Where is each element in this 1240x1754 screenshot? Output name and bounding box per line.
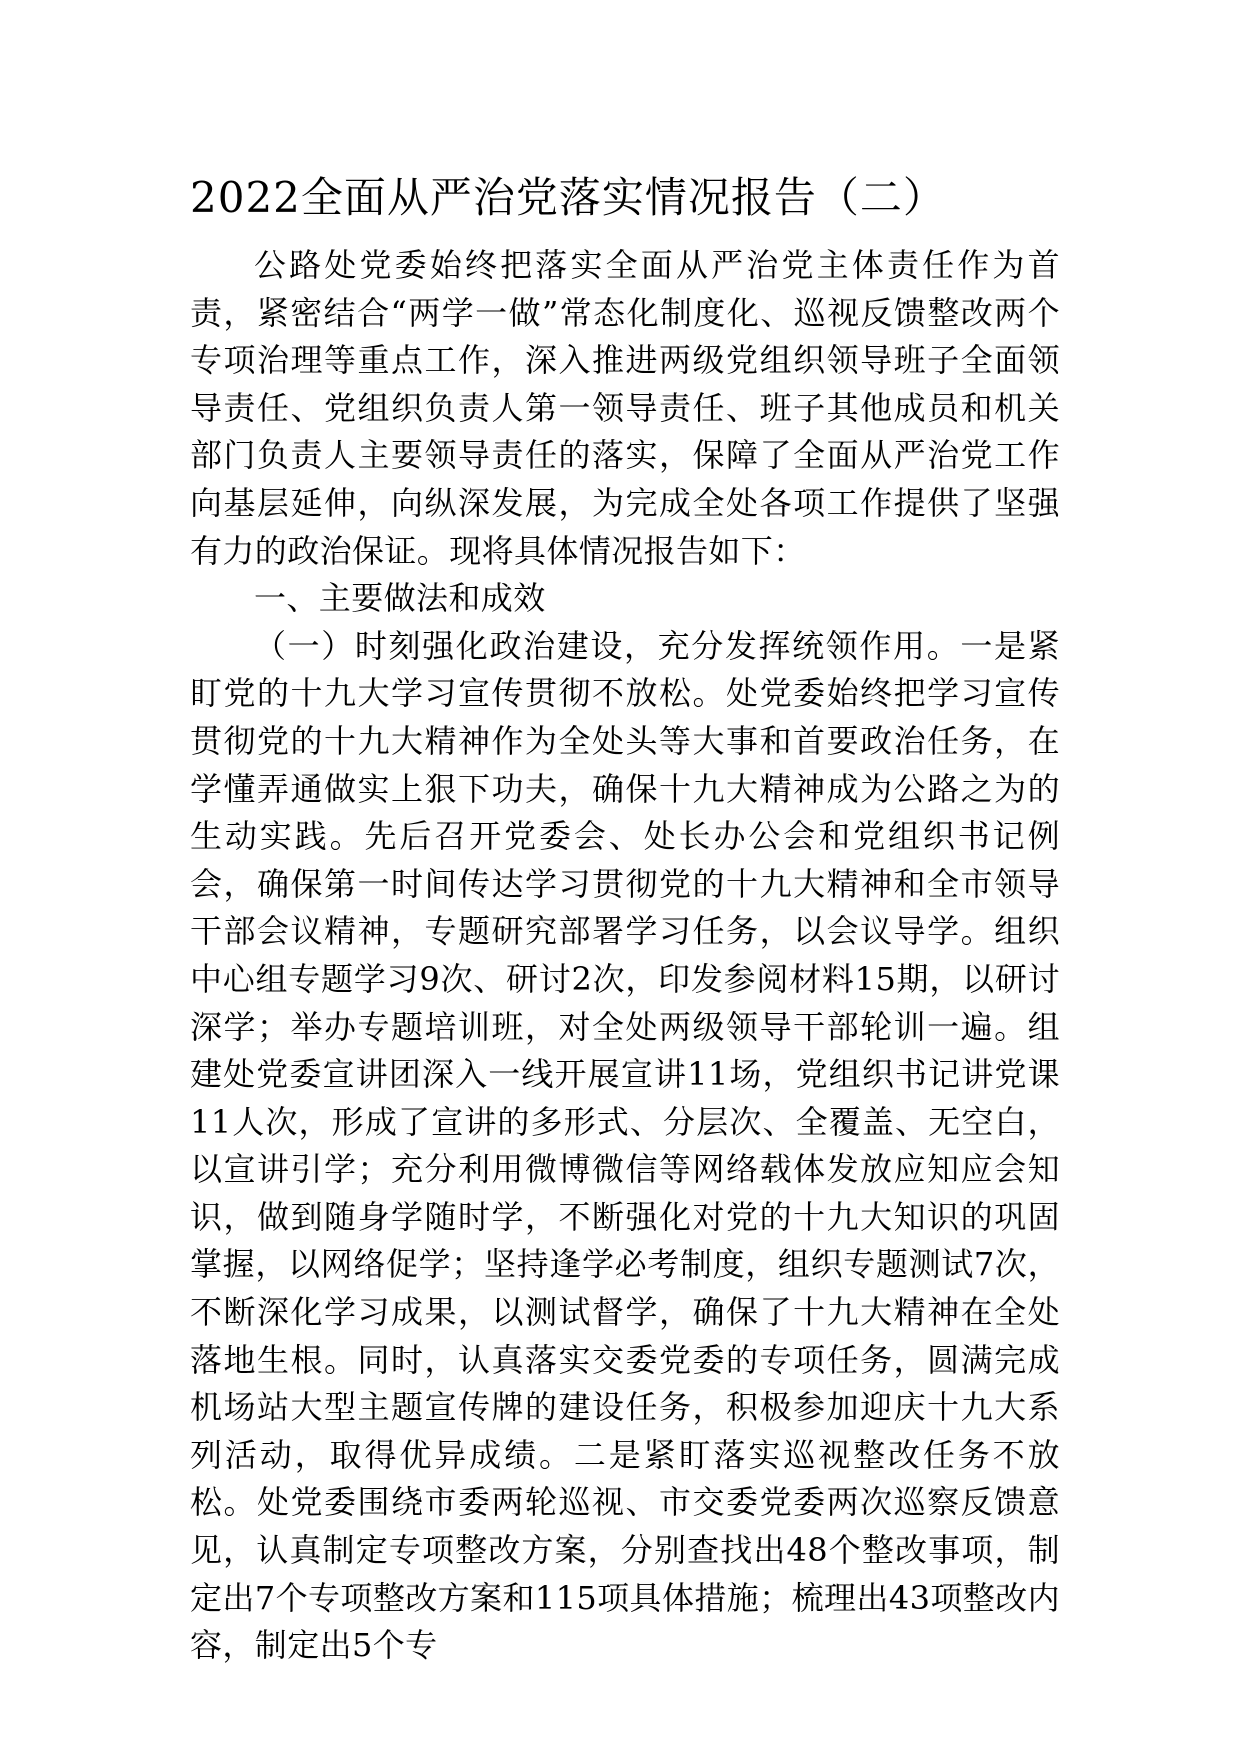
document-title: 2022全面从严治党落实情况报告（二） (190, 173, 946, 222)
section-heading: 一、主要做法和成效 (254, 579, 546, 618)
document-body (190, 242, 1060, 1670)
subsection-paragraph: （一）时刻强化政治建设，充分发挥统领作用。一是紧盯党的十九大学习宣传贯彻不放松。处党委始终把学习宣传贯彻党的十九大精神作为全处头等大事和首要政治任务，在学懂弄通做实上狠下功夫，确保十九大精神成为公路之为的生动实践。先后召开党委会、处长办公会和党组织书记例会，确保第一时间传达学习贯彻党的十九大精神和全市领导干部会议精神，专题研究部署学习任务，以会议导学。组织中心组专题学习9次、研讨2次，印发参阅材料15期，以研讨深学；举办专题培训班，对全处两级领导干部轮训一遍。组建处党委宣讲团深入一线开展宣讲11场，党组织书记讲党课11人次，形成了宣讲的多形式、分层次、全覆盖、无空白，以宣讲引学；充分利用微博微信等网络载体发放应知应会知识，做到随身学随时学，不断强化对党的十九大知识的巩固掌握，以网络促学；坚持逢学必考制度，组织专题测试7次，不断深化学习成果，以测试督学，确保了十九大精神在全处落地生根。同时，认真落实交委党委的专项任务，圆满完成机场站大型主题宣传牌的建设任务，积极参加迎庆十九大系列活动，取得优异成绩。二是紧盯落实巡视整改任务不放松。处党委围绕市委两轮巡视、市交委党委两次巡察反馈意见，认真制定专项整改方案，分别查找出48个整改事项，制定出7个专项整改方案和115项具体措施；梳理出43项整改内容，制定出5个专 (190, 626, 1060, 1665)
intro-paragraph: 公路处党委始终把落实全面从严治党主体责任作为首责，紧密结合“两学一做”常态化制度化、巡视反馈整改两个专项治理等重点工作，深入推进两级党组织领导班子全面领导责任、党组织负责人第一领导责任、班子其他成员和机关部门负责人主要领导责任的落实，保障了全面从严治党工作向基层延伸，向纵深发展，为完成全处各项工作提供了坚强有力的政治保证。现将具体情况报告如下： (190, 246, 1060, 570)
